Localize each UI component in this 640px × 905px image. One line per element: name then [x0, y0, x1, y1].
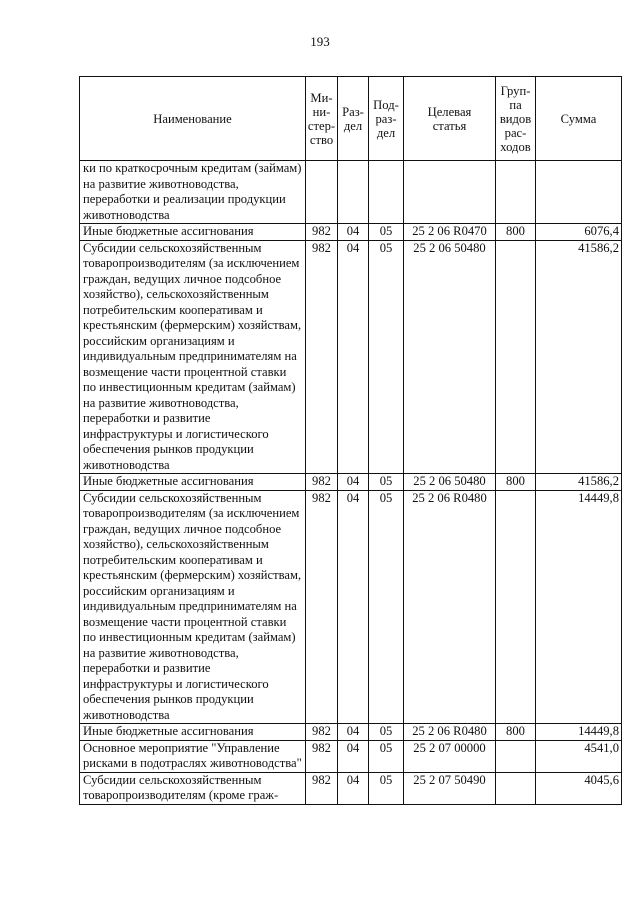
row-name: Субсидии сельскохозяйственным товаропроизводителям (кроме граж-	[80, 772, 306, 804]
budget-table	[79, 76, 622, 805]
row-amount	[536, 161, 622, 224]
table-row	[80, 474, 622, 491]
row-ministry: 982	[306, 474, 338, 491]
row-expense-type	[496, 240, 536, 474]
row-target: 25 2 06 R0480	[404, 490, 496, 724]
row-section: 04	[338, 224, 369, 241]
header-target: Целевая статья	[404, 77, 496, 161]
row-amount: 6076,4	[536, 224, 622, 241]
row-amount: 41586,2	[536, 474, 622, 491]
row-ministry: 982	[306, 740, 338, 772]
table-row	[80, 490, 622, 724]
row-expense-type	[496, 740, 536, 772]
row-target: 25 2 07 00000	[404, 740, 496, 772]
table-row	[80, 772, 622, 804]
row-expense-type	[496, 490, 536, 724]
row-section: 04	[338, 490, 369, 724]
header-section: Раз- дел	[338, 77, 369, 161]
header-expense-type: Груп- па видов рас- ходов	[496, 77, 536, 161]
row-target: 25 2 06 R0470	[404, 224, 496, 241]
row-section: 04	[338, 724, 369, 741]
row-target	[404, 161, 496, 224]
row-ministry: 982	[306, 772, 338, 804]
row-ministry: 982	[306, 724, 338, 741]
row-expense-type: 800	[496, 224, 536, 241]
row-subsection: 05	[369, 772, 404, 804]
row-expense-type	[496, 772, 536, 804]
header-row	[80, 77, 622, 161]
row-target: 25 2 06 50480	[404, 240, 496, 474]
row-target: 25 2 07 50490	[404, 772, 496, 804]
row-amount: 14449,8	[536, 724, 622, 741]
header-subsection: Под- раз- дел	[369, 77, 404, 161]
row-ministry	[306, 161, 338, 224]
row-amount: 4541,0	[536, 740, 622, 772]
row-amount: 14449,8	[536, 490, 622, 724]
row-name: ки по краткосрочным кредитам (займам) на развитие животноводства, переработки и реализации продукции животноводства	[80, 161, 306, 224]
row-subsection: 05	[369, 224, 404, 241]
row-expense-type	[496, 161, 536, 224]
header-ministry: Ми- ни- стер- ство	[306, 77, 338, 161]
row-amount: 41586,2	[536, 240, 622, 474]
row-ministry: 982	[306, 490, 338, 724]
header-name: Наименование	[80, 77, 306, 161]
row-subsection: 05	[369, 490, 404, 724]
row-name: Иные бюджетные ассигнования	[80, 474, 306, 491]
row-section: 04	[338, 474, 369, 491]
table-row	[80, 224, 622, 241]
row-expense-type: 800	[496, 474, 536, 491]
row-name: Основное мероприятие "Управление рисками в подотраслях животноводства"	[80, 740, 306, 772]
row-amount: 4045,6	[536, 772, 622, 804]
row-name: Субсидии сельскохозяйственным товаропроизводителям (за исключением граждан, ведущих личное подсобное хозяйство), сельскохозяйственным потребительским кооперативам и крестьянским (фермерским) хозяйствам, российским организациям и индивидуальным предпринимателям на возмещение части процентной ставки по инвестиционным кредитам (займам) на развитие животноводства, переработки и развитие инфраструктуры и логистического обеспечения рынков продукции животноводства	[80, 490, 306, 724]
row-section: 04	[338, 740, 369, 772]
table-row	[80, 724, 622, 741]
row-target: 25 2 06 R0480	[404, 724, 496, 741]
row-section: 04	[338, 240, 369, 474]
row-name: Субсидии сельскохозяйственным товаропроизводителям (за исключением граждан, ведущих личное подсобное хозяйство), сельскохозяйственным потребительским кооперативам и крестьянским (фермерским) хозяйствам, российским организациям и индивидуальным предпринимателям на возмещение части процентной ставки по инвестиционным кредитам (займам) на развитие животноводства, переработки и развитие инфраструктуры и логистического обеспечения рынков продукции животноводства	[80, 240, 306, 474]
table-row	[80, 740, 622, 772]
table-row	[80, 240, 622, 474]
row-subsection	[369, 161, 404, 224]
row-subsection: 05	[369, 474, 404, 491]
row-ministry: 982	[306, 240, 338, 474]
table-row	[80, 161, 622, 224]
row-target: 25 2 06 50480	[404, 474, 496, 491]
row-section	[338, 161, 369, 224]
row-subsection: 05	[369, 740, 404, 772]
row-subsection: 05	[369, 240, 404, 474]
row-name: Иные бюджетные ассигнования	[80, 724, 306, 741]
page-number: 193	[310, 34, 330, 49]
row-name: Иные бюджетные ассигнования	[80, 224, 306, 241]
row-ministry: 982	[306, 224, 338, 241]
header-amount: Сумма	[536, 77, 622, 161]
row-section: 04	[338, 772, 369, 804]
row-expense-type: 800	[496, 724, 536, 741]
row-subsection: 05	[369, 724, 404, 741]
